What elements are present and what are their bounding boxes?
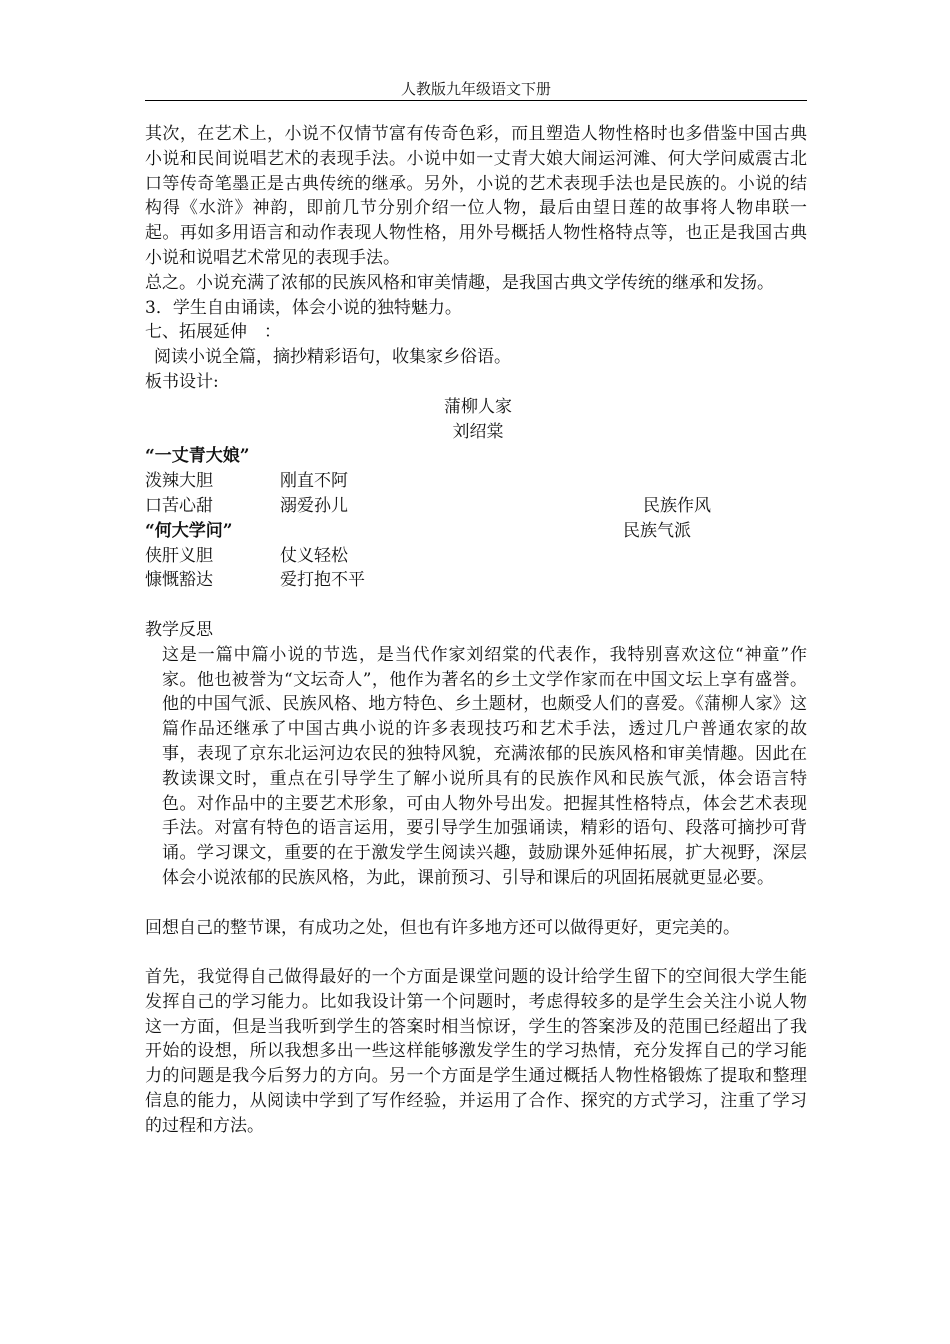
reflection-paragraph-1: 这是一篇中篇小说的节选，是当代作家刘绍棠的代表作，我特别喜欢这位“神童”作家。他也被誉为“文坛奇人”，他作为著名的乡土文学作家而在中国文坛上享有盛誉。他的中国气派、民族风格、地方特色、乡土题材，也颇受人们的喜爱。《蒲柳人家》这篇作品还继承了中国古典小说的许多表现技巧和艺术手法，透过几户普通农家的故事，表现了京东北运河边农民的独特风貌，充满浓郁的民族风格和审美情趣。因此在教读课文时，重点在引导学生了解小说所具有的民族作风和民族气派，体会语言特色。对作品中的主要艺术形象，可由人物外号出发。把握其性格特点，体会艺术表现手法。对富有特色的语言运用，要引导学生加强诵读，精彩的语句、段落可摘抄可背诵。学习课文，重要的在于激发学生阅读兴趣，鼓励课外延伸拓展，扩大视野，深层体会小说浓郁的民族风格，为此，课前预习、引导和课后的巩固拓展就更显必要。: [162, 644, 807, 888]
reflection-heading: 教学反思: [145, 619, 213, 640]
step-3: 3．学生自由诵读，体会小说的独特魅力。: [145, 297, 462, 318]
trait: 侠肝义胆: [145, 545, 213, 566]
header-rule: [145, 100, 807, 101]
board-trait-row: [145, 568, 807, 593]
page-header: 人教版九年级语文下册: [400, 80, 551, 98]
trait: 溺爱孙儿: [280, 495, 348, 516]
spacer: [145, 891, 807, 916]
trait: 口苦心甜: [145, 495, 213, 516]
paragraph-art: 其次，在艺术上，小说不仅情节富有传奇色彩，而且塑造人物性格时也多借鉴中国古典小说和民间说唱艺术的表现手法。小说中如一丈青大娘大闹运河滩、何大学问威震古北口等传奇笔墨正是古典传统的继承。另外，小说的艺术表现手法也是民族的。小说的结构得《水浒》神韵，即前几节分别介绍一位人物，最后由望日莲的故事将人物串联一起。再如多用语言和动作表现人物性格，用外号概括人物性格特点等，也正是我国古典小说和说唱艺术常见的表现手法。: [145, 124, 807, 268]
board-title: 蒲柳人家: [444, 396, 512, 417]
board-style-1: 民族作风: [643, 495, 711, 516]
board-character-2: “何大学问”: [145, 520, 233, 541]
board-design-label: 板书设计:: [145, 371, 219, 392]
spacer: [145, 593, 807, 618]
trait: 刚直不阿: [280, 471, 348, 492]
section-extension-heading: 七、拓展延伸 ：: [145, 322, 281, 343]
spacer: [145, 940, 807, 965]
trait: 爱打抱不平: [280, 570, 365, 591]
paragraph-summary: 总之。小说充满了浓郁的民族风格和审美情趣，是我国古典文学传统的继承和发扬。: [145, 272, 774, 293]
board-trait-row: [145, 494, 807, 519]
trait: 慷慨豁达: [145, 570, 213, 591]
trait: 泼辣大胆: [145, 471, 213, 492]
trait: 仗义轻松: [280, 545, 348, 566]
board-character-2-row: [145, 519, 807, 544]
extension-task: 阅读小说全篇，摘抄精彩语句，收集家乡俗语。: [154, 347, 511, 368]
board-style-2: 民族气派: [623, 520, 691, 541]
board-trait-row: [145, 469, 807, 494]
board-author: 刘绍棠: [452, 421, 504, 442]
board-trait-row: [145, 544, 807, 569]
board-character-1: “一丈青大娘”: [145, 446, 250, 467]
reflection-paragraph-3: 首先，我觉得自己做得最好的一个方面是课堂问题的设计给学生留下的空间很大学生能发挥自己的学习能力。比如我设计第一个问题时，考虑得较多的是学生会关注小说人物这一方面，但是当我听到学生的答案时相当惊讶，学生的答案涉及的范围已经超出了我开始的设想，所以我想多出一些这样能够激发学生的学习热情，充分发挥自己的学习能力的问题是我今后努力的方向。另一个方面是学生通过概括人物性格锻炼了提取和整理信息的能力，从阅读中学到了写作经验，并运用了合作、探究的方式学习，注重了学习的过程和方法。: [145, 967, 807, 1136]
document-body: [145, 122, 807, 1139]
reflection-paragraph-2: 回想自己的整节课，有成功之处，但也有许多地方还可以做得更好，更完美的。: [145, 917, 740, 938]
